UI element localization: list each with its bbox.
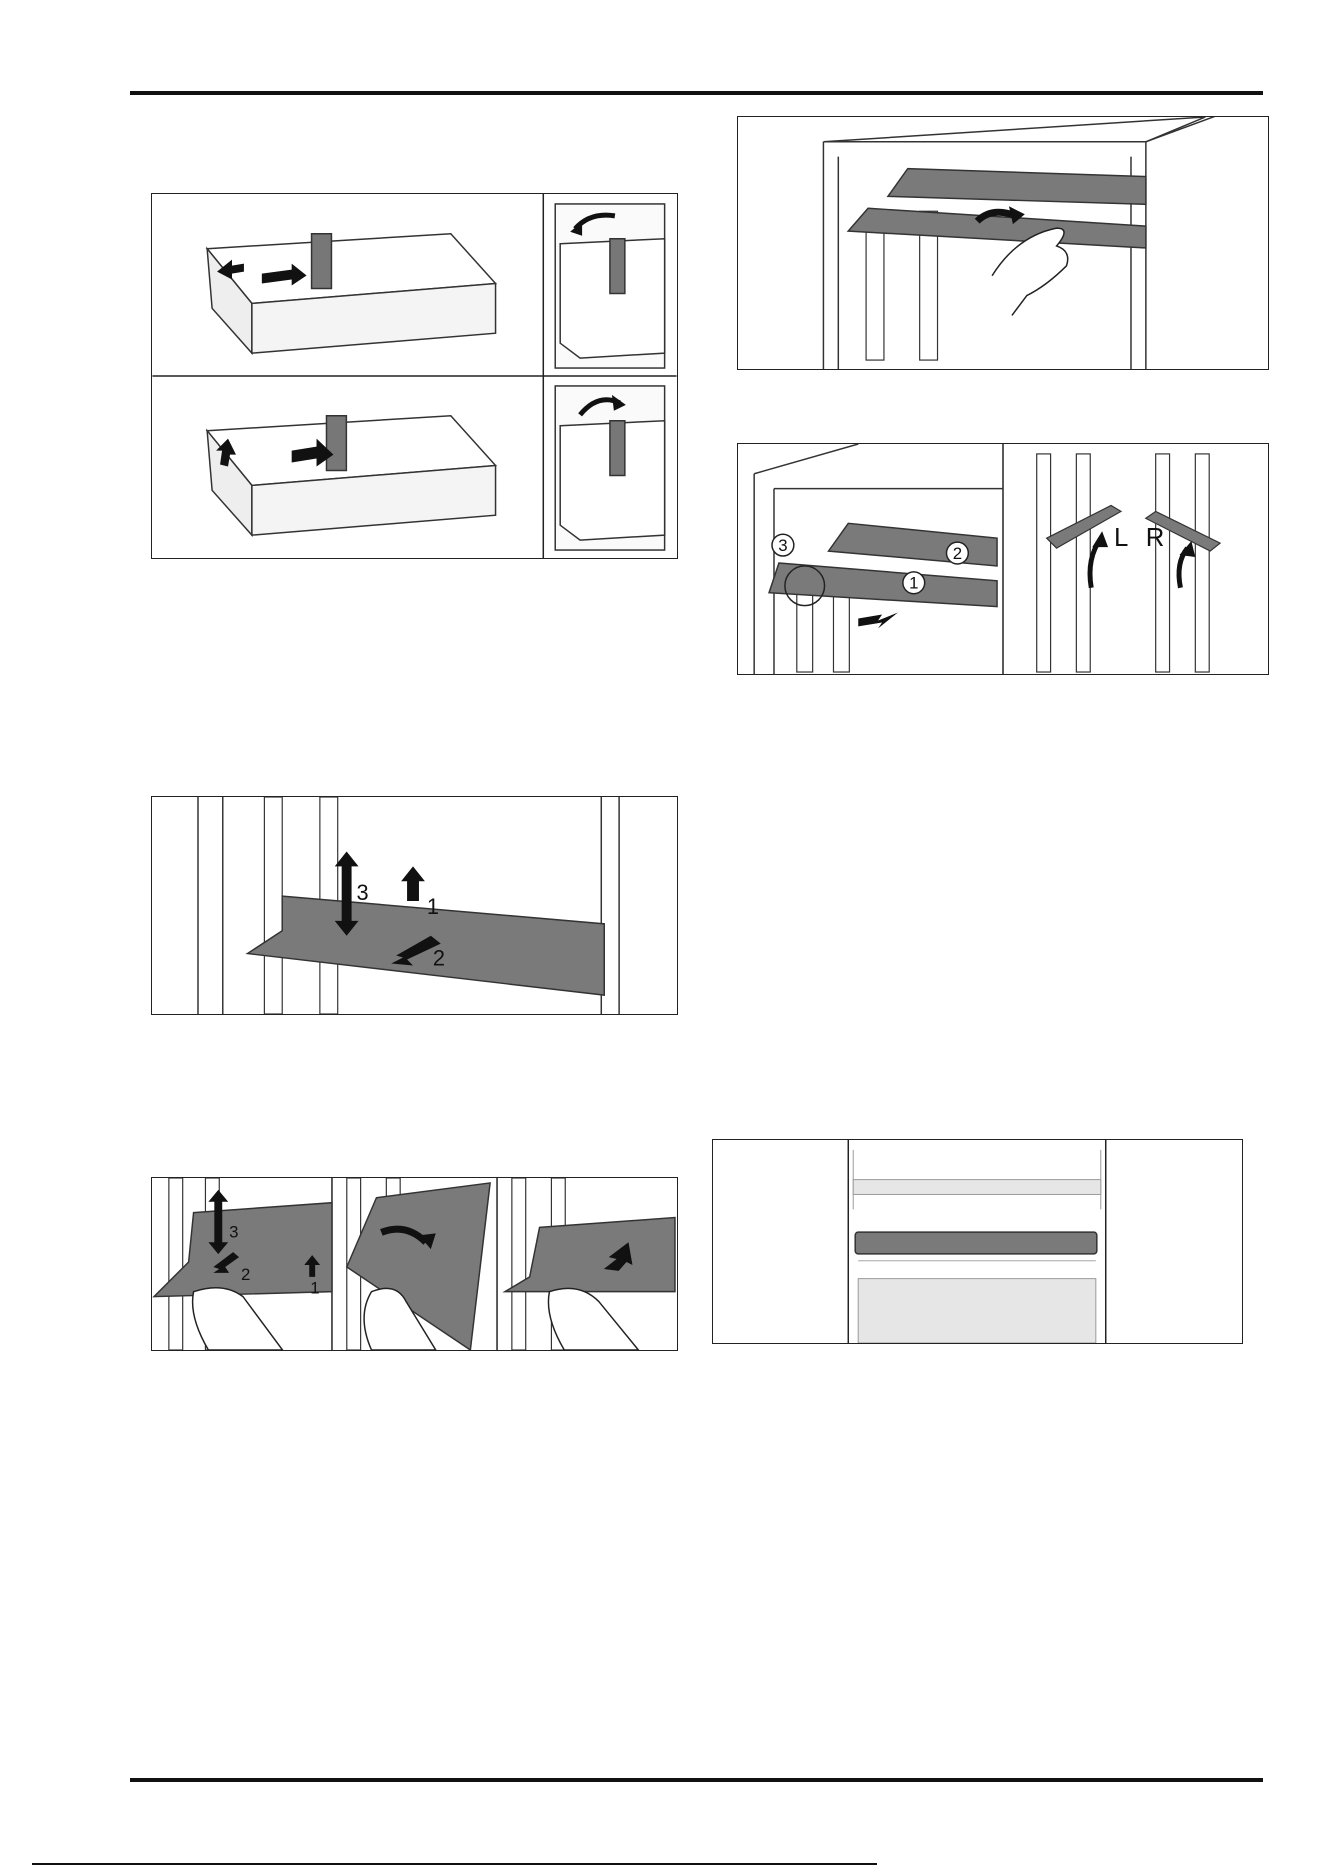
- bottom-edge-line: [32, 1863, 877, 1865]
- door-rack-lower: [207, 416, 495, 535]
- label-1: 1: [426, 893, 440, 919]
- label-1: 1: [310, 1278, 320, 1298]
- arrow-icon: [858, 613, 898, 629]
- label-3: 3: [229, 1222, 239, 1242]
- label-1: 1: [909, 573, 919, 593]
- figure-shelf-insert-hand: [737, 116, 1269, 370]
- label-R: R: [1145, 524, 1165, 553]
- door-rack-upper: [207, 234, 495, 353]
- header-rule: [130, 91, 1263, 95]
- label-2: 2: [432, 945, 445, 971]
- door-rack-illustration: [152, 194, 677, 558]
- label-2: 2: [952, 544, 963, 563]
- door-rack: [855, 1232, 1097, 1254]
- figure-shelf-pull-out: [151, 796, 678, 1015]
- figure-door-rack-remove: [151, 193, 678, 559]
- label-3: 3: [356, 880, 369, 906]
- figure-shelf-rails: [737, 443, 1269, 675]
- arrow-icon: [335, 851, 359, 935]
- hand-icon: [992, 228, 1068, 315]
- shelf: [848, 169, 1146, 248]
- label-3: 3: [778, 536, 788, 556]
- figure-fridge-drawer: [712, 1139, 1243, 1344]
- label-2: 2: [241, 1264, 251, 1284]
- figure-shelf-tilt-insert: [151, 1177, 678, 1351]
- label-L: L: [1114, 524, 1129, 553]
- footer-rule: [130, 1778, 1263, 1782]
- shelf: [769, 523, 997, 606]
